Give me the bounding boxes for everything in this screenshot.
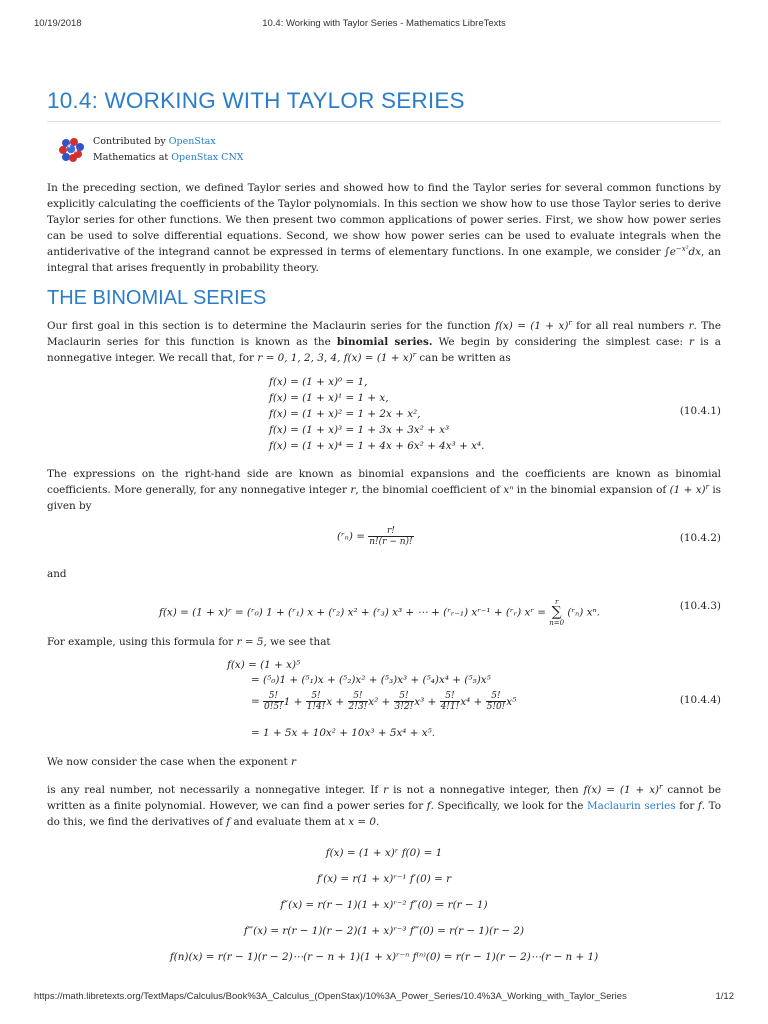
eq4-fraction — [486, 691, 507, 712]
eq3-lhs: f(x) = (1 + x)ʳ = (ʳ₀) 1 + (ʳ₁) x + (ʳ₂) x² + (ʳ₃) x³ + ⋯ + (ʳᵣ₋₁) xʳ⁻¹ + (ʳᵣ) xʳ = — [159, 606, 550, 619]
eq2-numerator: r! — [368, 526, 413, 537]
one-plus-x-r: $(1 + x)^r$ — [669, 483, 709, 496]
derivative-line: f(x) = (1 + x)ʳ f(0) = 1 — [325, 847, 443, 859]
section-heading-binomial: THE BINOMIAL SERIES — [47, 287, 267, 309]
eq4-fraction — [348, 691, 369, 712]
print-header — [34, 18, 734, 32]
page-number: 1/12 — [715, 991, 734, 1002]
r-values: r = 0, 1, 2, 3, 4, — [257, 352, 341, 364]
eq3-tail: (ʳₙ) xⁿ. — [564, 606, 600, 619]
integral-symbol: ∫e — [664, 246, 676, 258]
text: . To do this, we find the derivatives of — [47, 800, 721, 828]
eq4-line-4: = 1 + 5x + 10x² + 10x³ + 5x⁴ + x⁵. — [251, 727, 436, 739]
sum-bottom: n=0 — [549, 619, 565, 627]
integral-dx: dx — [688, 246, 702, 258]
var-f: f — [697, 800, 702, 812]
contributor-block — [47, 122, 721, 180]
derivative-line: f‴(x) = r(r − 1)(r − 2)(1 + x)ʳ⁻³ f‴(0) = r(r − 1)(r − 2) — [243, 925, 525, 937]
openstax-link[interactable]: OpenStax — [168, 136, 216, 147]
print-title: 10.4: Working with Taylor Series - Mathematics LibreTexts — [262, 18, 506, 29]
equation-10-4-2 — [47, 520, 721, 560]
eq1-line: f(x) = (1 + x)³ = 1 + 3x + 3x² + x³ — [269, 424, 450, 436]
text: For example, using this formula for — [47, 636, 237, 648]
contributed-by-label: Contributed by — [93, 136, 169, 147]
function-fx — [495, 320, 572, 332]
fx-base: f(x) = (1 + x) — [343, 352, 413, 364]
derivative-line: f″(x) = r(r − 1)(1 + x)ʳ⁻² f″(0) = r(r − 1) — [280, 899, 488, 911]
intro-text: In the preceding section, we defined Taylor series and showed how to find the Taylor series for several common functions by explicitly calculating the coefficients of the Taylor polynomials. In this section we show how to use those Taylor series to derive Taylor series for other functions. We then present two common applications of power series. First, we show how power series can be used to solve differential equations. Second, we show how power series can be used to evaluate integrals when the antiderivative of the integrand cannot be expressed in terms of elementary functions. In one example, we consider — [47, 182, 721, 258]
eq1-line: f(x) = (1 + x)⁰ = 1, — [269, 376, 368, 388]
text: , we see that — [263, 636, 331, 648]
fraction-denominator: 4!1! — [440, 702, 460, 712]
fraction-denominator: 2!3! — [348, 702, 368, 712]
binomial-paragraph-1 — [47, 318, 721, 366]
and-text: and — [47, 568, 67, 580]
text: for — [675, 800, 698, 812]
equation-number: (10.4.1) — [679, 405, 721, 417]
text: cannot be written as a finite polynomial. However, we can find a power series for — [47, 784, 721, 812]
binomial-paragraph-5 — [47, 782, 721, 830]
openstax-cnx-link[interactable]: OpenStax CNX — [171, 152, 244, 163]
eq4-terms — [263, 691, 517, 712]
page-url: https://math.libretexts.org/TextMaps/Calculus/Book%3A_Calculus_(OpenStax)/10%3A_Power_Series/10.4%3A_Working_with_Taylor_Series — [34, 991, 627, 1002]
eq4-line-1: f(x) = (1 + x)⁵ — [227, 659, 301, 671]
fraction-numerator: 5! — [486, 691, 507, 702]
var-r: r — [350, 484, 356, 496]
binomial-paragraph-3 — [47, 634, 721, 650]
text: The expressions on the right-hand side are known as binomial expansions and the coefficients are known as binomial coefficients. More generally, for any nonnegative integer — [47, 468, 721, 496]
eq3-expr — [159, 598, 600, 627]
eq4-fraction — [263, 691, 284, 712]
text: can be written as — [416, 352, 511, 364]
mathematics-at — [93, 150, 244, 166]
eq2-expr — [337, 526, 414, 547]
eq2-denominator: n!(r − n)! — [369, 537, 413, 547]
fraction-numerator: 5! — [394, 691, 415, 702]
eq4-line-3: = $\frac{5!}{0!5!}$ 1 + $\frac{5!}{1!4!}$ x + $\frac{5!}{2!3!}$ x² + $\frac{5!}{3!2!}$ x³ + $\frac{5!}{4!1!}$ x⁴ + $\frac{5!}{5!0!}$ x⁵ — [251, 691, 517, 712]
function-fx — [584, 784, 663, 796]
derivative-line: f(n)(x) = r(r − 1)(r − 2)⋯(r − n + 1)(1 + x)ʳ⁻ⁿ f⁽ⁿ⁾(0) = r(r − 1)(r − 2)⋯(r − n + 1) — [169, 951, 599, 963]
equation-number: (10.4.3) — [679, 600, 721, 612]
text: . — [376, 816, 380, 828]
maclaurin-series-link[interactable]: Maclaurin series — [587, 800, 676, 812]
text: is given by — [47, 484, 722, 512]
eq4-fraction — [306, 691, 327, 712]
text: . Specifically, we look for the — [430, 800, 587, 812]
contributed-by — [93, 134, 244, 150]
fraction-term: x⁵ — [506, 695, 517, 708]
eq1-lines — [269, 374, 484, 454]
eq2-fraction — [368, 526, 413, 547]
r-equals-5: r = 5 — [236, 636, 264, 648]
var-f: f — [226, 816, 231, 828]
fraction-numerator: 5! — [306, 691, 327, 702]
equation-10-4-4 — [47, 656, 721, 746]
text: in the binomial expansion of — [513, 484, 670, 496]
fx-base: f(x) = (1 + x) — [495, 320, 569, 332]
fx-base: f(x) = (1 + x) — [583, 784, 660, 796]
intro-text-end: , an integral that arises frequently in probability theory. — [47, 246, 721, 274]
intro-paragraph — [47, 180, 721, 276]
text: is any real number, not necessarily a nonnegative integer. If — [47, 784, 384, 796]
fx-exp: r — [659, 783, 663, 791]
text: is not a nonnegative integer, then — [388, 784, 584, 796]
equation-number: (10.4.2) — [679, 532, 721, 544]
page-title: 10.4: WORKING WITH TAYLOR SERIES — [47, 86, 721, 122]
eq4-line-2: = (⁵₀)1 + (⁵₁)x + (⁵₂)x² + (⁵₃)x³ + (⁵₄)x⁴ + (⁵₅)x⁵ — [251, 674, 491, 686]
eq2-lhs: (ʳₙ) = — [337, 530, 365, 543]
binomial-paragraph-2 — [47, 466, 721, 514]
x-equals-0: x = 0 — [348, 816, 376, 828]
function-fx — [344, 352, 416, 364]
text: We begin by considering the simplest case: — [432, 336, 690, 348]
fraction-term: x + — [326, 695, 348, 708]
print-date: 10/19/2018 — [34, 18, 82, 29]
derivatives-block — [47, 840, 721, 970]
sum-operator — [549, 598, 564, 627]
fraction-numerator: 5! — [440, 691, 461, 702]
x-power-n: xⁿ — [503, 484, 514, 496]
equation-number: (10.4.4) — [679, 694, 721, 706]
fraction-term: x³ + — [414, 695, 440, 708]
binomial-paragraph-4 — [47, 754, 721, 770]
var-r: r — [688, 320, 694, 332]
fraction-denominator: 1!4! — [306, 702, 326, 712]
text: for all real numbers — [571, 320, 689, 332]
exp-r: r — [705, 483, 709, 491]
fraction-term: x⁴ + — [460, 695, 486, 708]
eq1-line: f(x) = (1 + x)⁴ = 1 + 4x + 6x² + 4x³ + x⁴. — [269, 440, 485, 452]
equation-10-4-1 — [47, 372, 721, 458]
sum-symbol: ∑ — [551, 604, 562, 620]
fraction-denominator: 5!0! — [486, 702, 506, 712]
integral-exponent: −x² — [675, 245, 689, 253]
text: , the binomial coefficient of — [355, 484, 504, 496]
contributor-lines — [93, 134, 244, 166]
integral-expr — [664, 246, 701, 258]
fraction-denominator: 0!5! — [264, 702, 283, 712]
text: We now consider the case when the exponent — [47, 756, 292, 768]
fraction-numerator: 5! — [348, 691, 369, 702]
var-f: f — [426, 800, 431, 812]
eq4-fraction — [394, 691, 415, 712]
text: Our first goal in this section is to determine the Maclaurin series for the function — [47, 320, 496, 332]
text: . The Maclaurin series for this function is known as the — [47, 320, 721, 348]
derivative-line: f′(x) = r(1 + x)ʳ⁻¹ f′(0) = r — [316, 873, 452, 885]
openstax-logo-icon — [57, 136, 85, 164]
eq4-fraction — [440, 691, 461, 712]
sum-top: r — [554, 598, 559, 606]
mathematics-at-label: Mathematics at — [93, 152, 172, 163]
text: and evaluate them at — [230, 816, 349, 828]
equation-10-4-3 — [47, 588, 721, 628]
binomial-series-term: binomial series. — [336, 336, 433, 348]
fraction-numerator: 5! — [263, 691, 284, 702]
eq1-line: f(x) = (1 + x)¹ = 1 + x, — [269, 392, 389, 404]
fraction-term: x² + — [368, 695, 394, 708]
fx-exp: r — [568, 319, 572, 327]
eq1-line: f(x) = (1 + x)² = 1 + 2x + x², — [269, 408, 421, 420]
print-footer — [34, 991, 734, 1005]
article — [47, 86, 721, 970]
fraction-denominator: 3!2! — [394, 702, 414, 712]
fraction-term: 1 + — [283, 695, 306, 708]
var-r: r — [291, 756, 296, 768]
text: is a nonnegative integer. We recall that, for — [47, 336, 721, 364]
var-r: r — [689, 336, 694, 348]
fx-exp: r — [412, 351, 417, 359]
var-r: r — [383, 784, 389, 796]
